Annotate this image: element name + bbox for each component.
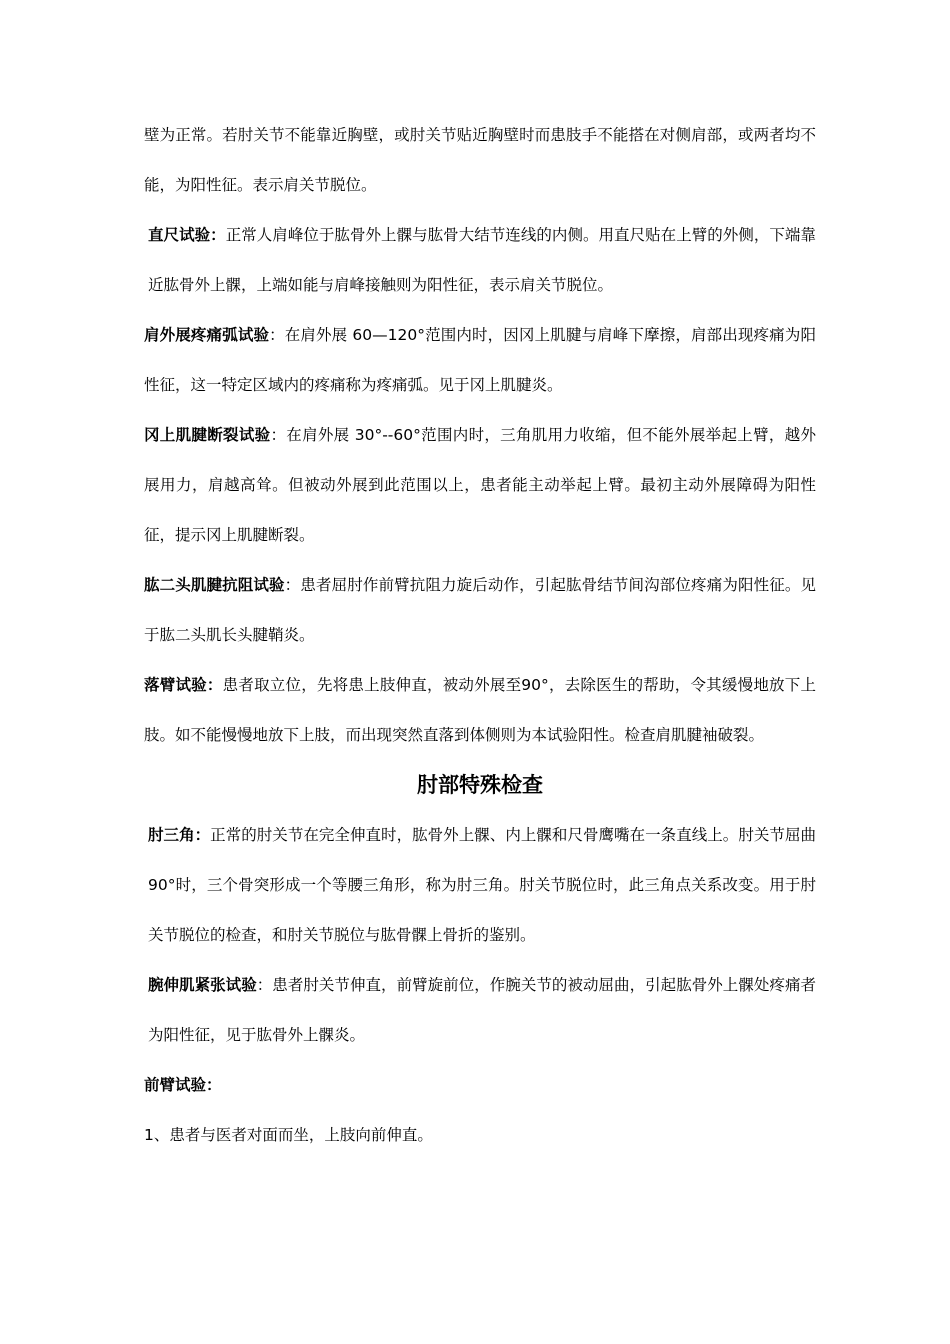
term-elbow-triangle: 肘三角 bbox=[148, 826, 195, 844]
term-forearm-test: 前臂试验 bbox=[144, 1076, 207, 1094]
paragraph-text: 患者肘关节伸直，前臂旋前位，作腕关节的被动屈曲，引起肱骨外上髁处疼痛者为阳性征，见于肱骨外上髁炎。 bbox=[148, 976, 816, 1044]
paragraph-wrist-extensor-test bbox=[144, 960, 816, 1060]
paragraph-text: 壁为正常。若肘关节不能靠近胸壁，或肘关节贴近胸壁时而患肢手不能搭在对侧肩部，或两者均不能，为阳性征。表示肩关节脱位。 bbox=[144, 126, 816, 194]
term-painful-arc-test: 肩外展疼痛弧试验 bbox=[144, 326, 270, 344]
term-separator: ： bbox=[256, 976, 273, 994]
term-separator: ： bbox=[194, 826, 211, 844]
term-separator: ： bbox=[284, 576, 301, 594]
paragraph-supraspinatus-rupture-test bbox=[144, 410, 816, 560]
paragraph-text: 正常人肩峰位于肱骨外上髁与肱骨大结节连线的内侧。用直尺贴在上臂的外侧，下端靠近肱骨外上髁，上端如能与肩峰接触则为阳性征，表示肩关节脱位。 bbox=[148, 226, 816, 294]
term-supraspinatus-rupture-test: 冈上肌腱断裂试验 bbox=[144, 426, 271, 444]
section-heading-elbow: 肘部特殊检查 bbox=[417, 773, 543, 797]
term-ruler-test: 直尺试验 bbox=[148, 226, 211, 244]
paragraph-drop-arm-test bbox=[144, 660, 816, 760]
paragraph-text: 在肩外展 30°--60°范围内时，三角肌用力收缩，但不能外展举起上臂，越外展用力，肩越高耸。但被动外展到此范围以上，患者能主动举起上臂。最初主动外展障碍为阳性征，提示冈上肌腱断裂。 bbox=[144, 426, 816, 544]
term-separator: ： bbox=[269, 326, 285, 344]
term-separator: ： bbox=[206, 676, 223, 694]
paragraph-text: 患者屈肘作前臂抗阻力旋后动作，引起肱骨结节间沟部位疼痛为阳性征。见于肱二头肌长头腱鞘炎。 bbox=[144, 576, 816, 644]
paragraph-ruler-test bbox=[144, 210, 816, 310]
term-wrist-extensor-test: 腕伸肌紧张试验 bbox=[148, 976, 257, 994]
paragraph-painful-arc-test bbox=[144, 310, 816, 410]
term-separator: ： bbox=[206, 1076, 222, 1094]
term-biceps-resistance-test: 肱二头肌腱抗阻试验 bbox=[144, 576, 285, 594]
term-separator: ： bbox=[270, 426, 287, 444]
paragraph-text: 患者取立位，先将患上肢伸直，被动外展至90°，去除医生的帮助，令其缓慢地放下上肢。如不能慢慢地放下上肢，而出现突然直落到体侧则为本试验阳性。检查肩肌腱袖破裂。 bbox=[144, 676, 816, 744]
paragraph-text: 1、患者与医者对面而坐，上肢向前伸直。 bbox=[144, 1126, 433, 1144]
paragraph-biceps-resistance-test bbox=[144, 560, 816, 660]
term-separator: ： bbox=[210, 226, 226, 244]
term-drop-arm-test: 落臂试验 bbox=[144, 676, 207, 694]
paragraph-text: 在肩外展 60—120°范围内时，因冈上肌腱与肩峰下摩擦，肩部出现疼痛为阳性征，这一特定区域内的疼痛称为疼痛弧。见于冈上肌腱炎。 bbox=[144, 326, 816, 394]
paragraph-elbow-triangle bbox=[144, 810, 816, 960]
paragraph-text: 正常的肘关节在完全伸直时，肱骨外上髁、内上髁和尺骨鹰嘴在一条直线上。肘关节屈曲 90°时，三个骨突形成一个等腰三角形，称为肘三角。肘关节脱位时，此三角点关系改变。用于肘关节脱位的检查，和肘关节脱位与肱骨髁上骨折的鉴别。 bbox=[148, 826, 816, 944]
paragraph-forearm-test bbox=[144, 1060, 816, 1110]
paragraph-shoulder-dislocation-continued bbox=[144, 110, 816, 210]
document-body bbox=[144, 110, 816, 1160]
paragraph-forearm-step-1 bbox=[144, 1110, 816, 1160]
